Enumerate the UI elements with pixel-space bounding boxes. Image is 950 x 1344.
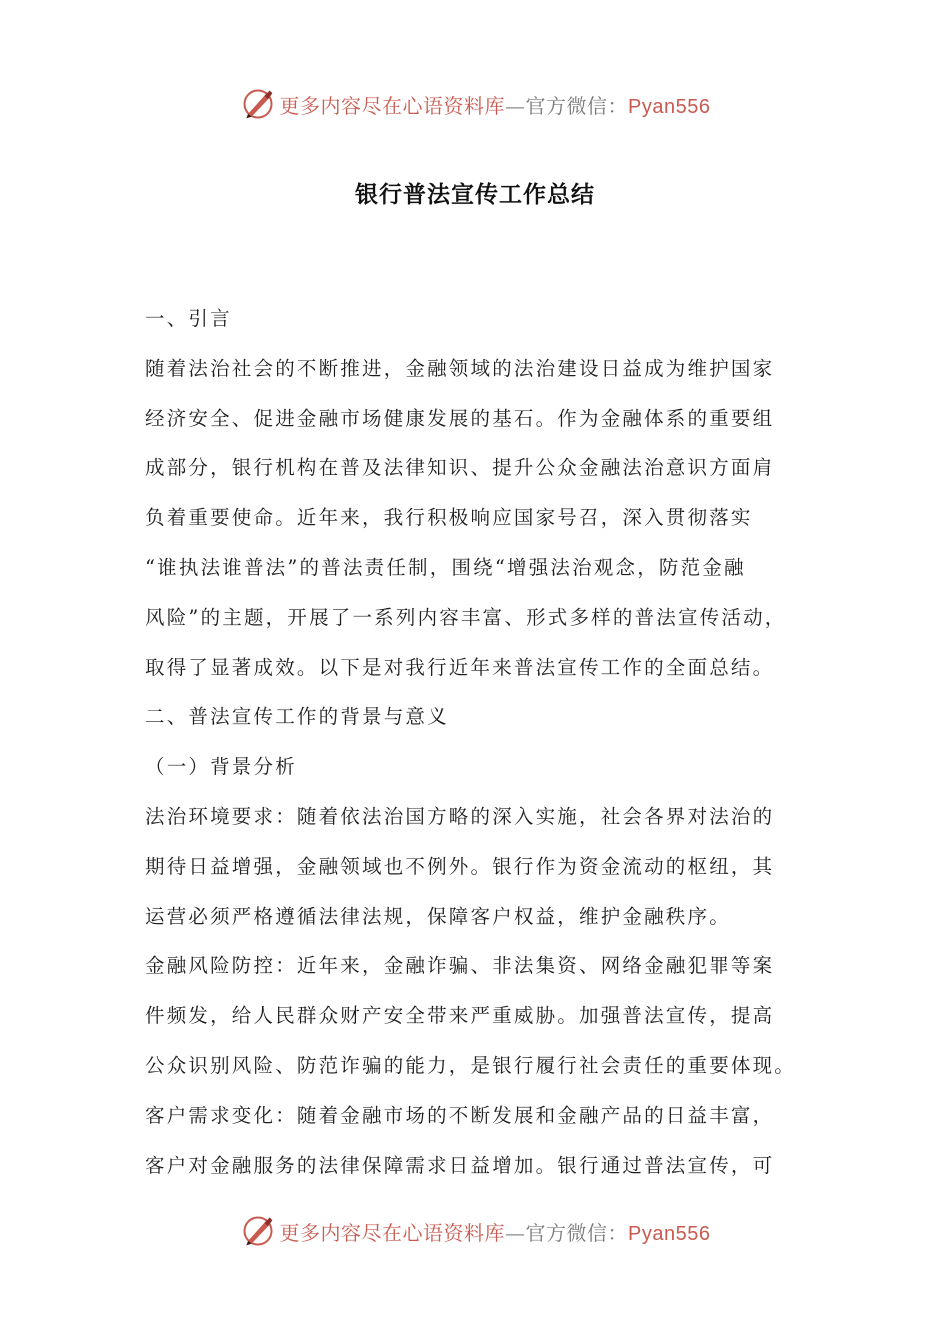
paragraph-line: “谁执法谁普法”的普法责任制，围绕“增强法治观念，防范金融 <box>145 555 746 579</box>
paragraph-line: 客户对金融服务的法律保障需求日益增加。银行通过普法宣传，可 <box>145 1153 775 1177</box>
paragraph-line: 负着重要使命。近年来，我行积极响应国家号召，深入贯彻落实 <box>145 506 753 530</box>
subsection-heading: （一）背景分析 <box>145 755 297 779</box>
section-heading: 二、普法宣传工作的背景与意义 <box>145 705 449 729</box>
paragraph-line: 取得了显著成效。以下是对我行近年来普法宣传工作的全面总结。 <box>145 655 775 679</box>
paragraph-line: 运营必须严格遵循法律法规，保障客户权益，维护金融秩序。 <box>145 904 731 928</box>
paragraph-line: 随着法治社会的不断推进，金融领域的法治建设日益成为维护国家 <box>145 356 775 380</box>
pen-logo-icon <box>240 86 276 122</box>
document-body <box>145 294 825 1190</box>
pen-logo-icon <box>240 1213 276 1249</box>
banner-wechat-id: Pyan556 <box>628 1222 711 1245</box>
footer-banner <box>0 1209 950 1253</box>
banner-wechat-label: 官方微信： <box>525 1220 629 1245</box>
paragraph-line: 期待日益增强，金融领域也不例外。银行作为资金流动的枢纽，其 <box>145 854 775 878</box>
banner-wechat-label: 官方微信： <box>525 93 629 118</box>
paragraph-line: 成部分，银行机构在普及法律知识、提升公众金融法治意识方面肩 <box>145 456 775 480</box>
paragraph-line: 公众识别风险、防范诈骗的能力，是银行履行社会责任的重要体现。 <box>145 1053 797 1077</box>
paragraph-line: 法治环境要求：随着依法治国方略的深入实施，社会各界对法治的 <box>145 804 775 828</box>
banner-wechat-id: Pyan556 <box>628 95 711 118</box>
banner-main-text: 更多内容尽在心语资料库 <box>279 1220 506 1245</box>
banner-dash: — <box>505 93 526 118</box>
header-banner <box>0 82 950 126</box>
paragraph-line: 经济安全、促进金融市场健康发展的基石。作为金融体系的重要组 <box>145 406 775 430</box>
document-title: 银行普法宣传工作总结 <box>355 181 595 208</box>
paragraph-line: 客户需求变化：随着金融市场的不断发展和金融产品的日益丰富， <box>145 1103 775 1127</box>
banner-main-text: 更多内容尽在心语资料库 <box>279 93 506 118</box>
banner-dash: — <box>505 1220 526 1245</box>
paragraph-line: 金融风险防控：近年来，金融诈骗、非法集资、网络金融犯罪等案 <box>145 954 775 978</box>
paragraph-line: 件频发，给人民群众财产安全带来严重威胁。加强普法宣传，提高 <box>145 1004 775 1028</box>
banner-text <box>280 90 711 119</box>
section-heading: 一、引言 <box>145 307 232 330</box>
banner-text <box>280 1217 711 1246</box>
paragraph-line: 风险”的主题，开展了一系列内容丰富、形式多样的普法宣传活动， <box>145 605 787 629</box>
